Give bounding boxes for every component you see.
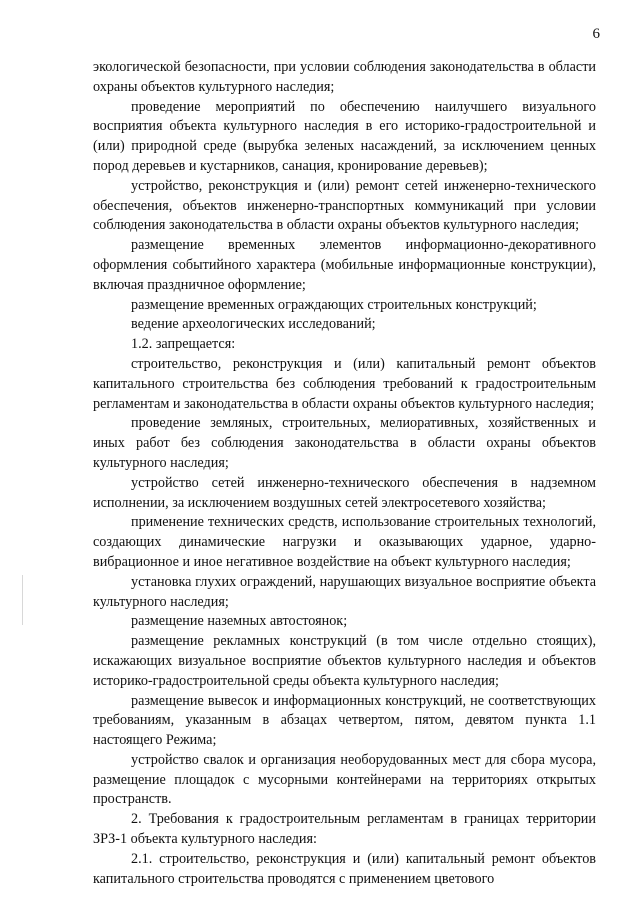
paragraph: размещение временных ограждающих строительных конструкций; <box>131 296 537 313</box>
paragraph: размещение временных элементов информационно-декоративного оформления событийного характера (мобильные информационные конструкции), включая праздничное оформление; <box>93 237 596 293</box>
paragraph: ведение археологических исследований; <box>131 316 376 333</box>
paragraph: размещение рекламных конструкций (в том числе отдельно стоящих), искажающих визуальное восприятие объектов культурного наследия и объектов историко-градостроительной среды объекта культурного наследия; <box>93 633 596 689</box>
paragraph: 2.1. строительство, реконструкция и (или) капитальный ремонт объектов капитального строительства проводятся с применением цветового <box>93 850 596 887</box>
page-number: 6 <box>592 26 600 42</box>
paragraph: устройство сетей инженерно-технического обеспечения в надземном исполнении, за исключением воздушных сетей электросетевого хозяйства; <box>93 474 596 511</box>
scan-margin-line <box>22 575 23 625</box>
paragraph: строительство, реконструкция и (или) капитальный ремонт объектов капитального строительства без соблюдения требований к градостроительным регламентам и законодательства в области охраны объектов культурного наследия; <box>93 355 596 412</box>
document-body <box>93 58 596 889</box>
paragraph: устройство свалок и организация необорудованных мест для сбора мусора, размещение площадок с мусорными контейнерами на территориях открытых пространств. <box>93 751 596 808</box>
section-heading: 2. Требования к градостроительным регламентам в границах территории ЗРЗ-1 объекта культурного наследия: <box>93 811 596 848</box>
section-heading: 1.2. запрещается: <box>131 336 236 353</box>
paragraph: применение технических средств, использование строительных технологий, создающих динамические нагрузки и оказывающих ударное, ударно-вибрационное и иное негативное воздействие на объект культурного наследия; <box>93 514 596 570</box>
paragraph: проведение мероприятий по обеспечению наилучшего визуального восприятия объекта культурного наследия в его историко-градостроительной и (или) природной среде (вырубка зеленых насаждений, за исключением ценных пород деревьев и кустарников, санация, кронирование деревьев); <box>93 98 596 174</box>
paragraph: проведение земляных, строительных, мелиоративных, хозяйственных и иных работ без соблюдения законодательства в области охраны объектов культурного наследия; <box>93 415 596 471</box>
paragraph: установка глухих ограждений, нарушающих визуальное восприятие объекта культурного наследия; <box>93 573 596 610</box>
paragraph: устройство, реконструкция и (или) ремонт сетей инженерно-технического обеспечения, объектов инженерно-транспортных коммуникаций при условии соблюдения законодательства в области охраны объектов культурного наследия; <box>93 177 596 234</box>
paragraph: размещение вывесок и информационных конструкций, не соответствующих требованиям, указанным в абзацах четвертом, пятом, девятом пункта 1.1 настоящего Режима; <box>93 692 596 749</box>
paragraph: размещение наземных автостоянок; <box>131 613 348 630</box>
paragraph: экологической безопасности, при условии соблюдения законодательства в области охраны объектов культурного наследия; <box>93 59 596 95</box>
